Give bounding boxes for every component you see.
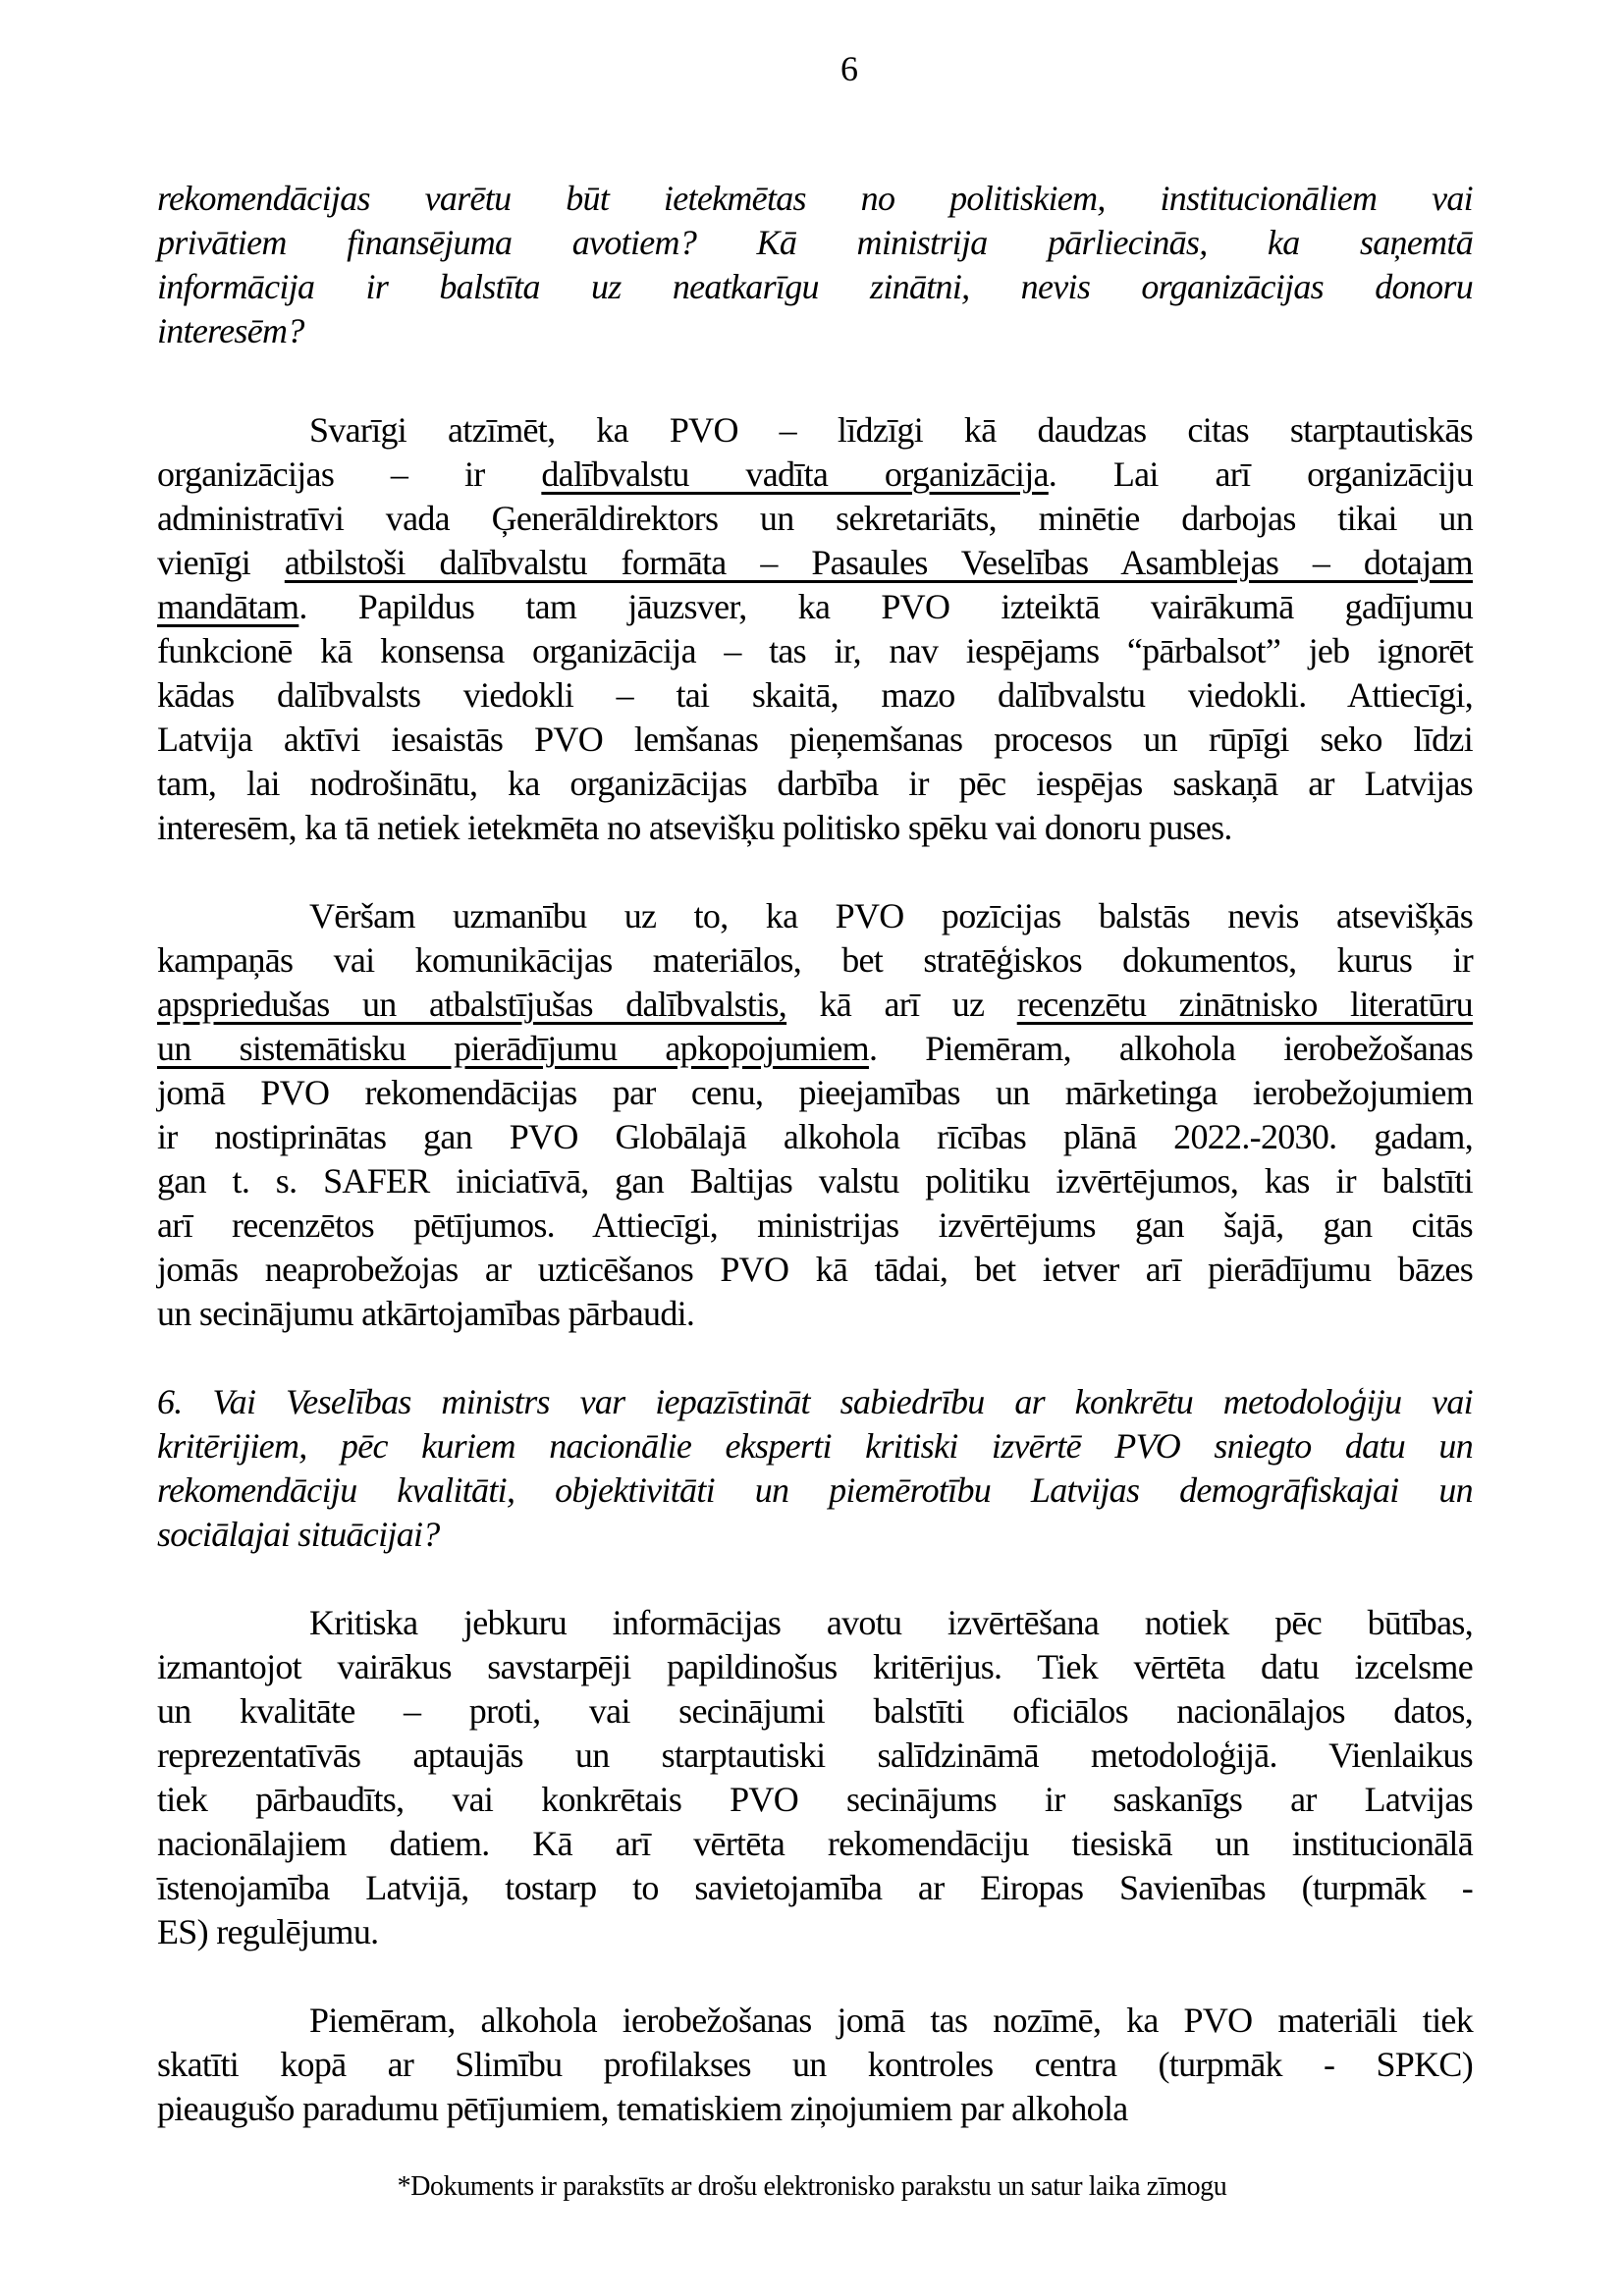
text-segment: kritērijiem, pēc kuriem nacionālie eksperti kritiski izvērtē PVO sniegto datu un xyxy=(157,1426,1473,1466)
text-segment: un kvalitāte – proti, vai secinājumi balstīti oficiālos nacionālajos datos, xyxy=(157,1691,1473,1731)
paragraph-svarigi-atzimet xyxy=(157,408,1473,850)
text-line xyxy=(157,453,1473,497)
underlined-text: apspriedušas un atbalstījušas dalībvalstis, xyxy=(157,985,787,1024)
underlined-text: recenzētu zinātnisko literatūru xyxy=(1016,985,1473,1024)
text-line xyxy=(157,1292,1473,1336)
text-segment: izmantojot vairākus savstarpēji papildinošus kritērijus. Tiek vērtēta datu izcelsme xyxy=(157,1647,1473,1686)
text-line xyxy=(157,1734,1473,1778)
text-line xyxy=(157,221,1473,265)
text-line xyxy=(157,177,1473,221)
text-line xyxy=(157,1159,1473,1203)
text-segment: Svarīgi atzīmēt, ka PVO – līdzīgi kā daudzas citas starptautiskās xyxy=(309,410,1473,450)
text-segment: ir nostiprinātas gan PVO Globālajā alkohola rīcības plānā 2022.-2030. gadam, xyxy=(157,1117,1473,1156)
text-line xyxy=(157,408,1473,453)
text-line xyxy=(157,762,1473,806)
text-line xyxy=(157,1380,1473,1424)
text-segment: informācija ir balstīta uz neatkarīgu zinātni, nevis organizācijas donoru xyxy=(157,267,1473,306)
text-segment: interesēm? xyxy=(157,311,304,350)
paragraph-kritiska-izvertesana xyxy=(157,1601,1473,1954)
text-line xyxy=(157,983,1473,1027)
text-segment: organizācijas – ir xyxy=(157,454,542,494)
document-body xyxy=(157,177,1473,2175)
paragraph-versam-uzmanibu xyxy=(157,894,1473,1336)
page-number: 6 xyxy=(840,49,858,88)
text-line xyxy=(157,1468,1473,1513)
text-line xyxy=(157,1601,1473,1645)
text-segment: un secinājumu atkārtojamības pārbaudi. xyxy=(157,1294,695,1333)
text-line xyxy=(157,1689,1473,1734)
text-line xyxy=(157,1248,1473,1292)
text-line xyxy=(157,673,1473,718)
text-segment: kādas dalībvalsts viedokli – tai skaitā, mazo dalībvalstu viedokli. Attiecīgi, xyxy=(157,675,1473,715)
text-segment: rekomendāciju kvalitāti, objektivitāti un piemērotību Latvijas demogrāfiskajai un xyxy=(157,1470,1473,1510)
text-line xyxy=(157,1203,1473,1248)
text-segment: . Papildus tam jāuzsver, ka PVO izteiktā vairākumā gadījumu xyxy=(298,587,1473,626)
text-line xyxy=(157,1866,1473,1910)
text-segment: jomās neaprobežojas ar uzticēšanos PVO kā tādai, bet ietver arī pierādījumu bāzes xyxy=(157,1250,1473,1289)
text-segment: . Lai arī organizāciju xyxy=(1048,454,1473,494)
text-line xyxy=(157,1822,1473,1866)
text-line xyxy=(157,265,1473,309)
text-segment: jomā PVO rekomendācijas par cenu, pieejamības un mārketinga ierobežojumiem xyxy=(157,1073,1473,1112)
text-segment: . Piemēram, alkohola ierobežošanas xyxy=(868,1029,1473,1068)
text-segment: tam, lai nodrošinātu, ka organizācijas darbība ir pēc iespējas saskaņā ar Latvijas xyxy=(157,764,1473,803)
text-line xyxy=(157,1778,1473,1822)
text-line xyxy=(157,309,1473,353)
text-line xyxy=(157,629,1473,673)
text-segment: Piemēram, alkohola ierobežošanas jomā tas nozīmē, ka PVO materiāli tiek xyxy=(309,2001,1473,2040)
text-segment: funkcionē kā konsensa organizācija – tas ir, nav iespējams “pārbalsot” jeb ignorēt xyxy=(157,631,1473,670)
text-segment: Latvija aktīvi iesaistās PVO lemšanas pieņemšanas procesos un rūpīgi seko līdzi xyxy=(157,720,1473,759)
text-segment: 6. Vai Veselības ministrs var iepazīstināt sabiedrību ar konkrētu metodoloģiju vai xyxy=(157,1382,1473,1421)
text-segment: privātiem finansējuma avotiem? Kā ministrija pārliecinās, ka saņemtā xyxy=(157,223,1473,262)
text-line xyxy=(157,1424,1473,1468)
text-segment: vienīgi xyxy=(157,543,285,582)
text-line xyxy=(157,1115,1473,1159)
underlined-text: dalībvalstu vadīta organizācija xyxy=(541,454,1049,494)
text-segment: Vēršam uzmanību uz to, ka PVO pozīcijas balstās nevis atsevišķās xyxy=(309,896,1473,935)
paragraph-piemeram-alkohols xyxy=(157,1999,1473,2131)
page-header xyxy=(0,47,1624,91)
paragraph-question-6 xyxy=(157,1380,1473,1557)
text-line xyxy=(157,1513,1473,1557)
underlined-text: atbilstoši dalībvalstu formāta – Pasaules Veselības Asamblejas – dotajam xyxy=(284,543,1473,582)
text-segment: kampaņās vai komunikācijas materiālos, bet stratēģiskos dokumentos, kurus ir xyxy=(157,940,1473,980)
text-segment: kā arī uz xyxy=(786,985,1017,1024)
text-line xyxy=(157,1027,1473,1071)
text-segment: Kritiska jebkuru informācijas avotu izvērtēšana notiek pēc būtības, xyxy=(309,1603,1473,1642)
text-segment: nacionālajiem datiem. Kā arī vērtēta rekomendāciju tiesiskā un institucionālā xyxy=(157,1824,1473,1863)
text-line xyxy=(157,1071,1473,1115)
text-line xyxy=(157,497,1473,541)
text-segment: administratīvi vada Ģenerāldirektors un sekretariāts, minētie darbojas tikai un xyxy=(157,499,1473,538)
text-line xyxy=(157,894,1473,938)
text-segment: arī recenzētos pētījumos. Attiecīgi, ministrijas izvērtējums gan šajā, gan citās xyxy=(157,1205,1473,1245)
text-segment: reprezentatīvās aptaujās un starptautiski salīdzināmā metodoloģijā. Vienlaikus xyxy=(157,1735,1473,1775)
text-segment: rekomendācijas varētu būt ietekmētas no politiskiem, institucionāliem vai xyxy=(157,179,1473,218)
text-line xyxy=(157,2087,1473,2131)
text-line xyxy=(157,1999,1473,2043)
text-line xyxy=(157,2043,1473,2087)
underlined-text: un sistemātisku pierādījumu apkopojumiem xyxy=(157,1029,869,1068)
text-segment: interesēm, ka tā netiek ietekmēta no atsevišķu politisko spēku vai donoru puses. xyxy=(157,808,1232,847)
text-segment: gan t. s. SAFER iniciatīvā, gan Baltijas valstu politiku izvērtējumos, kas ir balstīti xyxy=(157,1161,1473,1201)
text-line xyxy=(157,1910,1473,1954)
text-segment: tiek pārbaudīts, vai konkrētais PVO secinājums ir saskanīgs ar Latvijas xyxy=(157,1780,1473,1819)
text-segment: pieaugušo paradumu pētījumiem, tematiskiem ziņojumiem par alkohola xyxy=(157,2089,1128,2128)
paragraph-question-continuation xyxy=(157,177,1473,353)
text-line xyxy=(157,938,1473,983)
text-line xyxy=(157,585,1473,629)
text-line xyxy=(157,1645,1473,1689)
text-line xyxy=(157,806,1473,850)
text-segment: sociālajai situācijai? xyxy=(157,1515,440,1554)
signature-footer-note: *Dokuments ir parakstīts ar drošu elektronisko parakstu un satur laika zīmogu xyxy=(397,2171,1227,2202)
text-line xyxy=(157,718,1473,762)
text-segment: ES) regulējumu. xyxy=(157,1912,379,1951)
text-line xyxy=(157,541,1473,585)
text-segment: skatīti kopā ar Slimību profilakses un kontroles centra (turpmāk - SPKC) xyxy=(157,2045,1473,2084)
underlined-text: mandātam xyxy=(157,587,299,626)
text-segment: īstenojamība Latvijā, tostarp to savietojamība ar Eiropas Savienības (turpmāk - xyxy=(157,1868,1473,1907)
